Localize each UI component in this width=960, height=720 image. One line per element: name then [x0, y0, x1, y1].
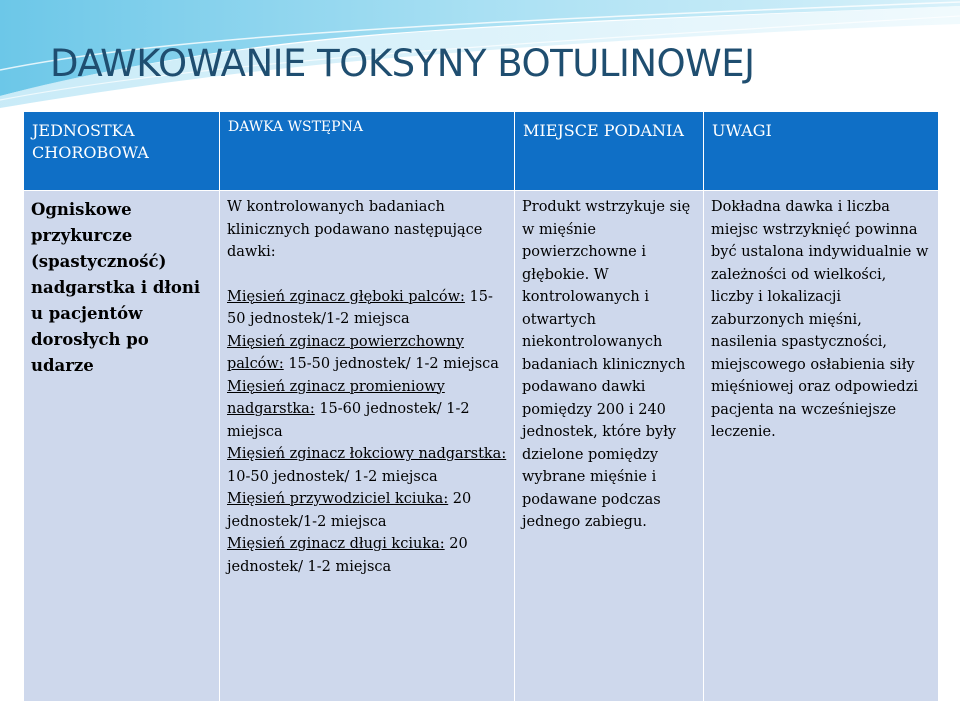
muscle-dose-item — [227, 443, 507, 488]
injection-site-cell: Produkt wstrzykuje się w mięśnie powierzchowne i głębokie. W kontrolowanych i otwartych niekontrolowanych badaniach klinicznych podawano dawki pomiędzy 200 i 240 jednostek, które były dzielone pomiędzy wybrane mięśnie i podawane podczas jednego zabiegu. — [515, 191, 704, 702]
muscle-dose: 15-60 jednostek/ 1-2 miejsca — [227, 401, 470, 440]
muscle-dose-item — [227, 488, 507, 533]
muscle-name: Mięsień zginacz długi kciuka: — [227, 536, 445, 552]
dose-intro: W kontrolowanych badaniach klinicznych podawano następujące dawki: — [227, 199, 483, 260]
header-injection-site: MIEJSCE PODANIA — [515, 112, 704, 191]
muscle-dose-item — [227, 286, 507, 331]
muscle-dose-item — [227, 376, 507, 444]
header-condition: JEDNOSTKA CHOROBOWA — [24, 112, 220, 191]
header-initial-dose: DAWKA WSTĘPNA — [220, 112, 515, 191]
initial-dose-cell — [220, 191, 515, 702]
muscle-dose: 15-50 jednostek/1-2 miejsca — [227, 288, 493, 327]
table-header-row — [24, 112, 939, 191]
dosage-table — [23, 111, 939, 702]
muscle-dose: 10-50 jednostek/ 1-2 miejsca — [227, 468, 438, 485]
notes-cell: Dokładna dawka i liczba miejsc wstrzyknięć powinna być ustalona indywidualnie w zależności od wielkości, liczby i lokalizacji zaburzonych mięśni, nasilenia spastyczności, miejscowego osłabienia siły mięśniowej oraz odpowiedzi pacjenta na wcześniejsze leczenie. — [704, 191, 939, 702]
muscle-name: Mięsień zginacz łokciowy nadgarstka: — [227, 446, 507, 462]
muscle-dose: 20 jednostek/1-2 miejsca — [227, 491, 472, 530]
condition-cell: Ogniskowe przykurcze (spastyczność) nadgarstka i dłoni u pacjentów dorosłych po udarze — [24, 191, 220, 702]
muscle-dose: 15-50 jednostek/ 1-2 miejsca — [283, 356, 499, 372]
table-row — [24, 191, 939, 702]
muscle-dose-item — [227, 533, 507, 578]
muscle-name: Mięsień zginacz powierzchowny palców: — [227, 333, 464, 372]
header-notes: UWAGI — [704, 112, 939, 191]
muscle-name: Mięsień zginacz promieniowy nadgarstka: — [227, 378, 445, 417]
muscle-dose-item — [227, 331, 507, 376]
slide-title: DAWKOWANIE TOKSYNY BOTULINOWEJ — [50, 42, 755, 85]
muscle-name: Mięsień przywodziciel kciuka: — [227, 491, 449, 507]
muscle-name: Mięsień zginacz głęboki palców: — [227, 288, 465, 305]
muscle-dose: 20 jednostek/ 1-2 miejsca — [227, 536, 468, 575]
